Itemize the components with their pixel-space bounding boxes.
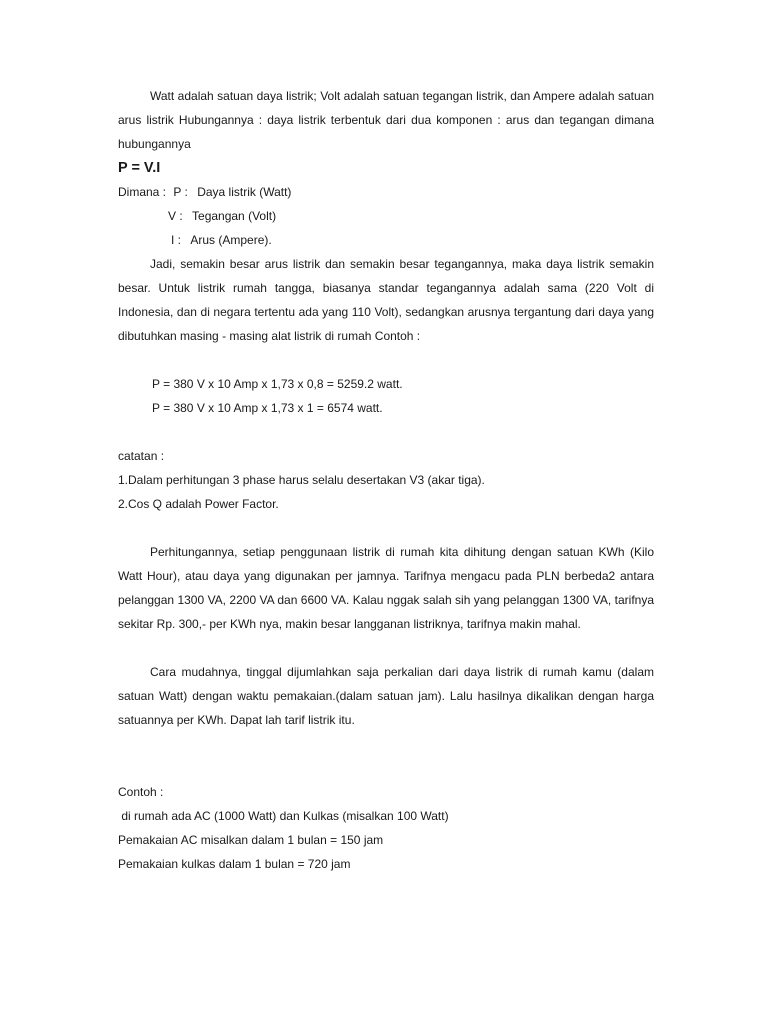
calculation-line: P = 380 V x 10 Amp x 1,73 x 1 = 6574 watt. bbox=[152, 401, 383, 415]
legend-description: Daya listrik (Watt) bbox=[197, 185, 292, 199]
legend-row-current bbox=[118, 228, 654, 252]
example-line: di rumah ada AC (1000 Watt) dan Kulkas (misalkan 100 Watt) bbox=[118, 809, 449, 823]
explanation-paragraph: Jadi, semakin besar arus listrik dan semakin besar tegangannya, maka daya listrik semakin besar. Untuk listrik rumah tangga, biasanya standar tegangannya adalah sama (220 Volt di Indonesia, dan di negara tertentu ada yang 110 Volt), sedangkan arusnya tergantung dari daya yang dibutuhkan masing - masing alat listrik di rumah Contoh : bbox=[118, 257, 654, 343]
calculation-line: P = 380 V x 10 Amp x 1,73 x 0,8 = 5259.2 watt. bbox=[152, 377, 403, 391]
example-title: Contoh : bbox=[118, 785, 164, 799]
method-paragraph: Cara mudahnya, tinggal dijumlahkan saja perkalian dari daya listrik di rumah kamu (dalam satuan Watt) dengan waktu pemakaian.(dalam satuan jam). Lalu hasilnya dikalikan dengan harga satuannya per KWh. Dapat lah tarif listrik itu. bbox=[118, 665, 654, 727]
legend-row-power bbox=[118, 180, 654, 204]
legend-symbol: V : bbox=[168, 209, 183, 223]
notes-title: catatan : bbox=[118, 449, 165, 463]
example-line: Pemakaian kulkas dalam 1 bulan = 720 jam bbox=[118, 857, 351, 871]
intro-paragraph: Watt adalah satuan daya listrik; Volt adalah satuan tegangan listrik, dan Ampere adalah satuan arus listrik Hubungannya : daya listrik terbentuk dari dua komponen : arus dan tegangan dimana hubungannya bbox=[118, 89, 654, 151]
legend-row-voltage bbox=[118, 204, 654, 228]
billing-paragraph: Perhitungannya, setiap penggunaan listrik di rumah kita dihitung dengan satuan KWh (Kilo Watt Hour), atau daya yang digunakan per jamnya. Tarifnya mengacu pada PLN berbeda2 antara pelanggan 1300 VA, 2200 VA dan 6600 VA. Kalau nggak salah sih yang pelanggan 1300 VA, tarifnya sekitar Rp. 300,- per KWh nya, makin besar langganan listriknya, tarifnya makin mahal. bbox=[118, 545, 654, 631]
note-item: 2.Cos Q adalah Power Factor. bbox=[118, 497, 279, 511]
note-item: 1.Dalam perhitungan 3 phase harus selalu desertakan V3 (akar tiga). bbox=[118, 473, 485, 487]
legend-description: Arus (Ampere). bbox=[190, 233, 272, 247]
example-section bbox=[118, 780, 654, 876]
legend-symbol: P : bbox=[173, 185, 188, 199]
legend-description: Tegangan (Volt) bbox=[192, 209, 277, 223]
legend-symbol: I : bbox=[171, 233, 182, 247]
example-line: Pemakaian AC misalkan dalam 1 bulan = 150 jam bbox=[118, 833, 384, 847]
variable-legend bbox=[118, 180, 654, 252]
legend-prefix: Dimana : bbox=[118, 185, 167, 199]
calculation-examples bbox=[118, 372, 654, 420]
notes-section bbox=[118, 444, 654, 516]
power-formula: P = V.I bbox=[118, 160, 161, 176]
document-page bbox=[118, 84, 654, 876]
